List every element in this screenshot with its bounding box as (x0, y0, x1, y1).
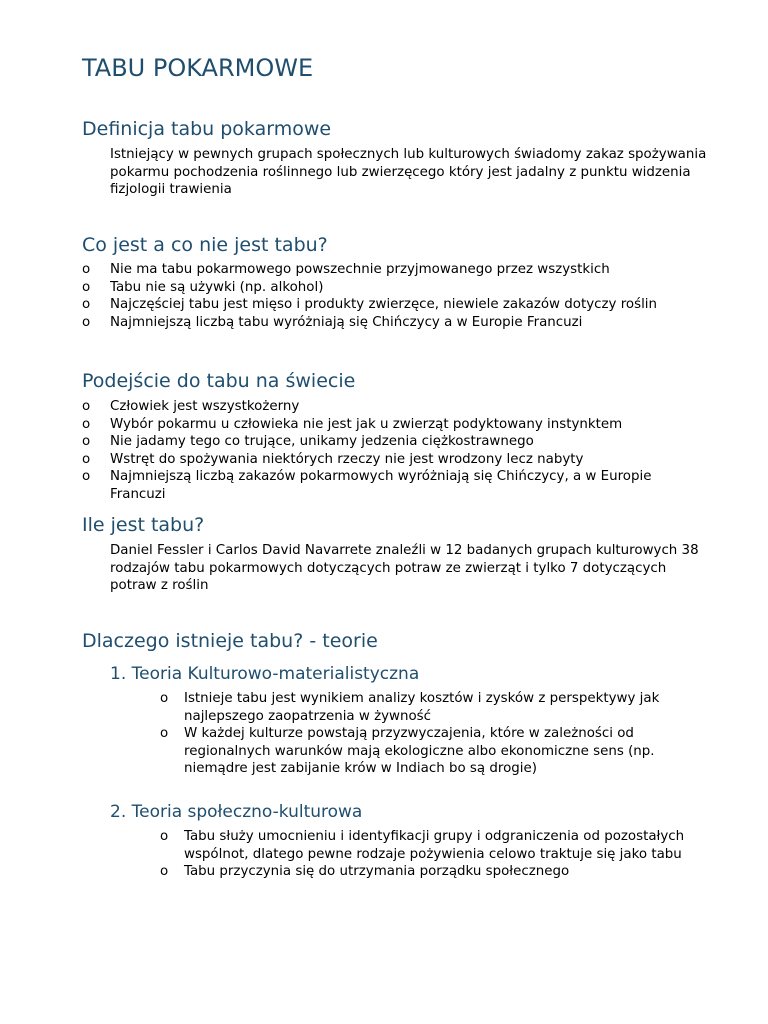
list-item-text: Najmniejszą liczbą zakazów pokarmowych wyróżniają się Chińczycy, a w Europie Francuzi (110, 469, 652, 502)
theory-2-list (160, 828, 700, 881)
bullet-marker: o (160, 829, 169, 844)
list-item-text: Najczęściej tabu jest mięso i produkty zwierzęce, niewiele zakazów dotyczy roślin (110, 297, 658, 312)
heading-dlaczego: Dlaczego istnieje tabu? - teorie (82, 630, 378, 652)
bullet-marker: o (82, 434, 91, 449)
list-item (82, 279, 702, 297)
list-item (160, 863, 700, 881)
list-item (160, 725, 700, 778)
bullet-marker: o (82, 469, 91, 484)
list-item-text: Tabu nie są używki (np. alkohol) (110, 279, 324, 295)
heading-definicja: Definicja tabu pokarmowe (82, 118, 332, 140)
list-item-text: Nie ma tabu pokarmowego powszechnie przyjmowanego przez wszystkich (110, 262, 610, 277)
heading-podejscie: Podejście do tabu na świecie (82, 370, 356, 392)
theory-1-heading: 1. Teoria Kulturowo-materialistyczna (110, 664, 420, 684)
bullet-marker: o (160, 726, 169, 741)
bullet-marker: o (82, 297, 91, 312)
heading-co-jest: Co jest a co nie jest tabu? (82, 234, 328, 256)
podejscie-list (82, 398, 702, 503)
list-item (160, 690, 700, 725)
theory-2-heading: 2. Teoria społeczno-kulturowa (110, 802, 363, 822)
list-item-text: W każdej kulturze powstają przyzwyczajenia, które w zależności od regionalnych warunków mają ekologiczne albo ekonomiczne sens (np. niemądre jest zabijanie krów w Indiach bo są drogie) (184, 726, 655, 776)
list-item-text: Wybór pokarmu u człowieka nie jest jak u zwierząt podyktowany instynktem (110, 416, 623, 432)
bullet-marker: o (160, 691, 169, 706)
bullet-marker: o (82, 416, 91, 432)
list-item-text: Istnieje tabu jest wynikiem analizy kosztów i zysków z perspektywy jak najlepszego zaopatrzenia w żywność (184, 691, 660, 724)
page-title: TABU POKARMOWE (82, 54, 314, 82)
list-item (82, 261, 702, 279)
list-item (160, 828, 700, 863)
bullet-marker: o (82, 451, 91, 467)
list-item-text: Tabu przyczynia się do utrzymania porządku społecznego (184, 864, 570, 879)
list-item (82, 314, 702, 332)
list-item-text: Nie jadamy tego co trujące, unikamy jedzenia ciężkostrawnego (110, 434, 534, 449)
list-item-text: Tabu służy umocnieniu i identyfikacji grupy i odgraniczenia od pozostałych wspólnot, dlatego pewne rodzaje pożywienia celowo traktuje się jako tabu (184, 829, 685, 862)
bullet-marker: o (160, 864, 169, 879)
co-jest-list (82, 261, 702, 331)
ile-text: Daniel Fessler i Carlos David Navarrete znaleźli w 12 badanych grupach kulturowych 38 rodzajów tabu pokarmowych dotyczących potraw ze zwierząt i tylko 7 dotyczących potraw z roślin (110, 543, 699, 593)
list-item (82, 468, 702, 503)
list-item (82, 451, 702, 469)
bullet-marker: o (82, 262, 91, 277)
list-item-text: Człowiek jest wszystkożerny (110, 399, 300, 414)
list-item-text: Wstręt do spożywania niektórych rzeczy nie jest wrodzony lecz nabyty (110, 451, 584, 467)
bullet-marker: o (82, 399, 91, 414)
heading-ile: Ile jest tabu? (82, 514, 205, 536)
bullet-marker: o (82, 279, 91, 295)
list-item (82, 416, 702, 434)
list-item-text: Najmniejszą liczbą tabu wyróżniają się Chińczycy a w Europie Francuzi (110, 314, 583, 330)
definicja-text: Istniejący w pewnych grupach społecznych lub kulturowych świadomy zakaz spożywania pokarmu pochodzenia roślinnego lub zwierzęcego który jest jadalny z punktu widzenia fizjologii trawienia (110, 147, 707, 197)
list-item (82, 433, 702, 451)
theory-1-list (160, 690, 700, 778)
bullet-marker: o (82, 314, 91, 330)
list-item (82, 398, 702, 416)
list-item (82, 296, 702, 314)
